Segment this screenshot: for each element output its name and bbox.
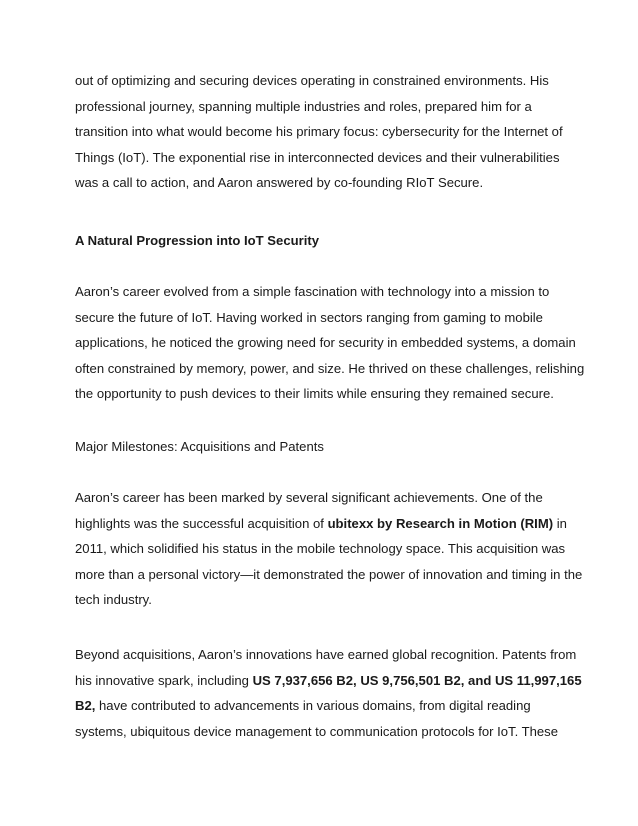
paragraph-line: Beyond acquisitions, Aaron’s innovations have earned global recognition. Patents from	[75, 647, 577, 662]
section1-line: the opportunity to push devices to their limits while ensuring they remained secure.	[75, 386, 554, 401]
section-heading-milestones: Major Milestones: Acquisitions and Patents	[75, 439, 324, 454]
milestones-paragraph-2	[75, 642, 582, 744]
section1-line: Aaron’s career evolved from a simple fascination with technology into a mission to	[75, 284, 550, 299]
paragraph-line	[75, 693, 575, 719]
intro-line: out of optimizing and securing devices operating in constrained environments. His	[75, 73, 549, 88]
line-text: have contributed to advancements in various domains, from digital reading	[95, 698, 531, 713]
section1-paragraph	[75, 279, 585, 407]
section1-line: secure the future of IoT. Having worked in sectors ranging from gaming to mobile	[75, 309, 543, 325]
line-text: in	[553, 515, 567, 531]
patents-highlight: US 7,937,656 B2, US 9,756,501 B2, and US 11,997,165	[252, 672, 582, 688]
intro-line: transition into what would become his primary focus: cybersecurity for the Internet of	[75, 124, 563, 139]
paragraph-line: 2011, which solidified his status in the mobile technology space. This acquisition was	[75, 541, 566, 556]
section-heading-iot-security: A Natural Progression into IoT Security	[75, 233, 319, 248]
paragraph-line	[75, 511, 575, 537]
section1-line: applications, he noticed the growing need for security in embedded systems, a domain	[75, 335, 576, 350]
section1-line: often constrained by memory, power, and size. He thrived on these challenges, relishing	[75, 360, 585, 376]
acquisition-highlight: ubitexx by Research in Motion (RIM)	[327, 515, 554, 531]
intro-paragraph	[75, 68, 575, 196]
paragraph-line: tech industry.	[75, 592, 152, 607]
patents-highlight: B2,	[75, 698, 96, 713]
line-text: his innovative spark, including	[75, 672, 253, 688]
paragraph-line: more than a personal victory—it demonstrated the power of innovation and timing in the	[75, 566, 583, 582]
milestones-paragraph-1	[75, 485, 583, 613]
line-text: highlights was the successful acquisition of	[75, 515, 328, 531]
paragraph-line	[75, 668, 582, 694]
intro-line: professional journey, spanning multiple industries and roles, prepared him for a	[75, 98, 532, 114]
intro-line: was a call to action, and Aaron answered by co-founding RIoT Secure.	[75, 175, 484, 190]
intro-line: Things (IoT). The exponential rise in interconnected devices and their vulnerabilities	[75, 149, 560, 165]
paragraph-line: systems, ubiquitous device management to communication protocols for IoT. These	[75, 723, 559, 739]
paragraph-line: Aaron’s career has been marked by several significant achievements. One of the	[75, 490, 543, 505]
